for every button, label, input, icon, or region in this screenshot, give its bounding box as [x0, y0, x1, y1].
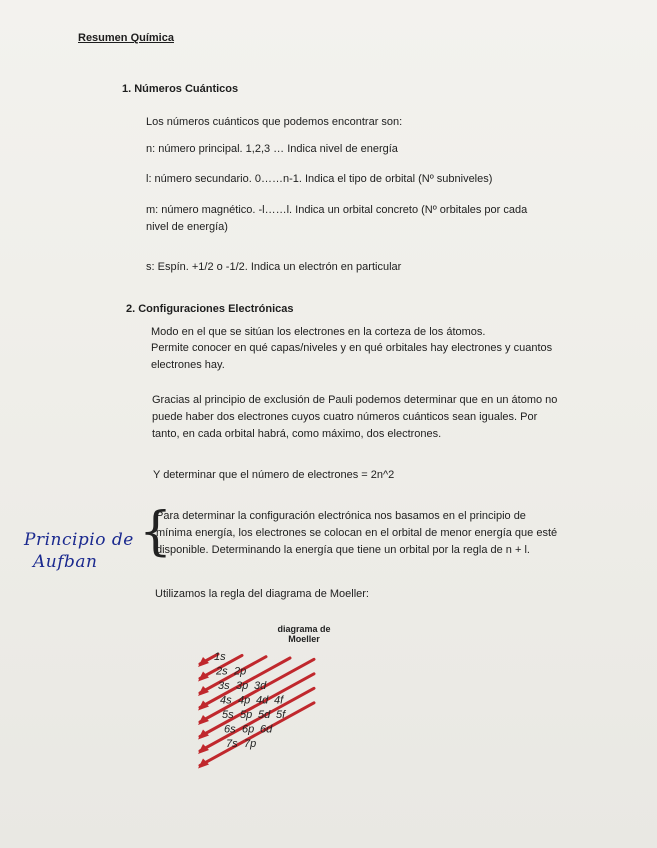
- orbital-label-3d: 3d: [254, 680, 267, 692]
- orbital-label-5f: 5f: [276, 709, 286, 721]
- para5-moeller-intro: Utilizamos la regla del diagrama de Moeller:: [155, 588, 369, 600]
- diagram-caption-line1: diagrama de: [277, 624, 331, 634]
- orbital-label-5s: 5s: [222, 709, 234, 721]
- orbital-label-6s: 6s: [224, 723, 236, 736]
- orbital-label-6p: 6p: [242, 723, 255, 736]
- orbital-label-5p: 5p: [240, 709, 253, 721]
- orbital-label-7s: 7s: [226, 738, 238, 750]
- para4-line1: Para determinar la configuración electrónica nos basamos en el principio de: [156, 510, 526, 522]
- orbital-label-7p: 7p: [244, 738, 257, 750]
- diagram-caption-line2: Moeller: [288, 634, 320, 644]
- moeller-diagram: [190, 620, 370, 790]
- orbital-label-5d: 5d: [258, 709, 271, 721]
- orbital-label-4d: 4d: [256, 694, 269, 707]
- quantum-number-n: n: número principal. 1,2,3 … Indica nivel de energía: [146, 143, 398, 155]
- para4-line3: disponible. Determinando la energía que tiene un orbital por la regla de n + l.: [156, 544, 530, 556]
- para3-electron-count: Y determinar que el número de electrones = 2n^2: [153, 469, 395, 481]
- para1-line2: Permite conocer en qué capas/niveles y en qué orbitales hay electrones y cuantos: [151, 342, 553, 354]
- orbital-label-4s: 4s: [220, 694, 232, 707]
- orbital-label-2p: 2p: [234, 665, 247, 678]
- page-title: Resumen Química: [78, 32, 174, 44]
- para2-line2: puede haber dos electrones cuyos cuatro números cuánticos sean iguales. Por: [152, 411, 538, 423]
- para1-line3: electrones hay.: [151, 359, 225, 371]
- orbital-label-6d: 6d: [260, 723, 273, 736]
- orbital-label-4f: 4f: [274, 694, 284, 707]
- curly-brace: {: [139, 502, 173, 562]
- quantum-number-l: l: número secundario. 0……n-1. Indica el tipo de orbital (Nº subniveles): [146, 173, 493, 185]
- para2-line1: Gracias al principio de exclusión de Pauli podemos determinar que en un átomo no: [152, 394, 558, 406]
- para2-line3: tanto, en cada orbital habrá, como máximo, dos electrones.: [152, 428, 442, 440]
- handwritten-note-line1: Principio de: [24, 530, 134, 550]
- section-heading-configuraciones: 2. Configuraciones Electrónicas: [126, 303, 294, 315]
- orbital-label-1s: 1s: [214, 651, 226, 663]
- quantum-number-s: s: Espín. +1/2 o -1/2. Indica un electrón en particular: [146, 261, 402, 273]
- para4-line2: mínima energía, los electrones se colocan en el orbital de menor energía que esté: [156, 527, 558, 539]
- para1-line1: Modo en el que se sitúan los electrones en la corteza de los átomos.: [151, 326, 486, 338]
- orbital-label-2s: 2s: [216, 665, 228, 678]
- orbital-label-4p: 4p: [238, 694, 251, 707]
- orbital-label-3s: 3s: [218, 680, 230, 692]
- section-heading-numeros-cuanticos: 1. Números Cuánticos: [122, 83, 239, 95]
- handwritten-note-line2: Aufban: [33, 552, 98, 572]
- quantum-number-m-line1: m: número magnético. -l……l. Indica un orbital concreto (Nº orbitales por cada: [146, 204, 528, 216]
- intro-text: Los números cuánticos que podemos encontrar son:: [146, 116, 403, 128]
- orbital-label-3p: 3p: [236, 680, 249, 692]
- quantum-number-m-line2: nivel de energía): [146, 221, 228, 233]
